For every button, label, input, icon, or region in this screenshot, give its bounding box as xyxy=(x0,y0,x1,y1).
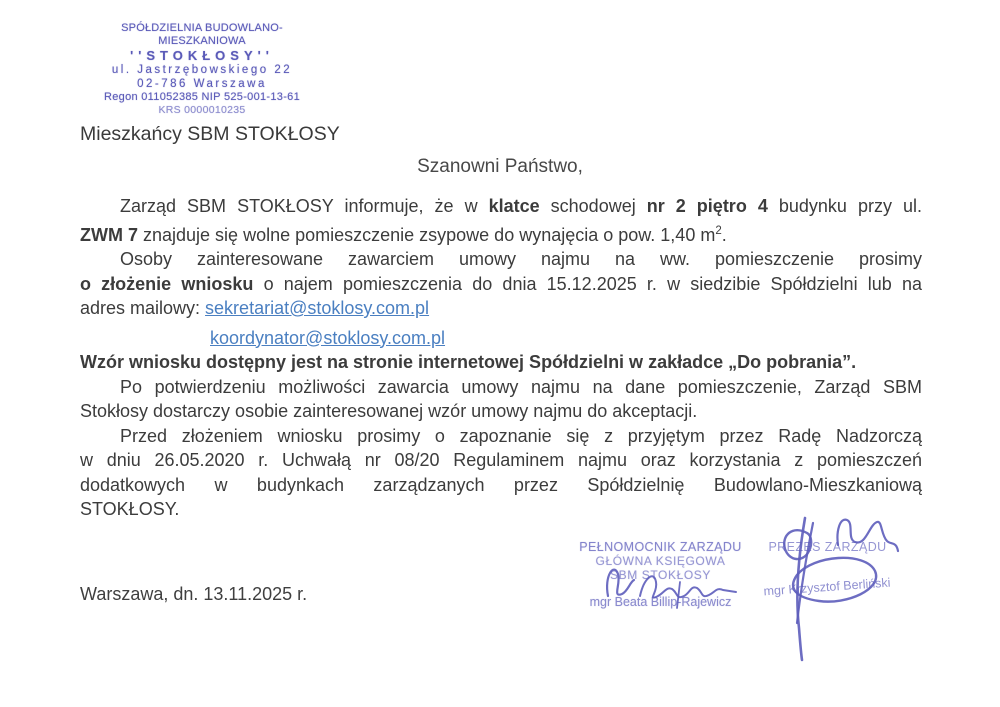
body-line xyxy=(80,473,922,498)
body-line xyxy=(80,326,922,351)
text-segment: o najem pomieszczenia do dnia 15.12.2025 r. w siedzibie Spółdzielni lub na xyxy=(253,273,922,294)
stamp-city: 02-786 Warszawa xyxy=(137,78,267,90)
body-line xyxy=(80,350,922,375)
text-segment: nr 2 piętro 4 xyxy=(646,196,768,216)
text-segment: o złożenie wniosku xyxy=(80,273,254,294)
email-link[interactable]: sekretariat@stoklosy.com.pl xyxy=(205,298,430,318)
body-line xyxy=(80,296,922,321)
text-segment: Stokłosy dostarczy osobie zainteresowanej wzór umowy najmu do akceptacji. xyxy=(80,401,698,421)
body-text xyxy=(80,194,922,522)
body-line xyxy=(80,399,922,424)
text-segment: klatce xyxy=(488,196,540,216)
body-line xyxy=(80,194,922,219)
text-segment: dodatkowych w budynkach zarządzanych przez Spółdzielnię Budowlano-Mieszkaniową xyxy=(80,474,922,495)
stamp-brand-name: ''STOKŁOSY'' xyxy=(130,48,274,63)
body-line xyxy=(80,497,922,522)
signer-right-name: mgr Krzysztof Berliński xyxy=(763,575,891,599)
stamp-regon-nip: Regon 011052385 NIP 525-001-13-61 xyxy=(103,91,301,103)
text-segment: Zarząd SBM STOKŁOSY informuje, że w xyxy=(120,196,489,216)
text-segment: STOKŁOSY. xyxy=(80,499,180,519)
body-line xyxy=(80,272,922,297)
email-link[interactable]: koordynator@stoklosy.com.pl xyxy=(210,327,446,348)
cooperative-stamp xyxy=(84,22,320,116)
body-line xyxy=(80,424,922,449)
stamp-street: ul. Jastrzębowskiego 22 xyxy=(111,64,293,76)
text-segment: 2 xyxy=(715,224,722,237)
body-line xyxy=(80,247,922,272)
text-segment: adres mailowy: xyxy=(80,298,206,318)
text-segment: w dniu 26.05.2020 r. Uchwałą nr 08/20 Regulaminem najmu oraz korzystania z pomieszczeń xyxy=(80,450,922,470)
text-segment: Wzór wniosku dostępny jest na stronie internetowej Spółdzielni w zakładce „Do pobrania”. xyxy=(80,352,857,372)
salutation: Szanowni Państwo, xyxy=(417,156,583,177)
recipient-line: Mieszkańcy SBM STOKŁOSY xyxy=(80,123,340,145)
signer-left-title-1: PEŁNOMOCNIK ZARZĄDU xyxy=(579,540,742,554)
signer-left-title-2: GŁÓWNA KSIĘGOWA xyxy=(595,554,726,568)
text-segment: Po potwierdzeniu możliwości zawarcia umowy najmu na dane pomieszczenie, Zarząd SBM xyxy=(120,376,922,397)
signer-right-title: PREZES ZARZĄDU xyxy=(768,540,887,554)
text-segment: budynku przy ul. xyxy=(767,196,922,216)
text-segment: Osoby zainteresowane zawarciem umowy najmu na ww. pomieszczenie prosimy xyxy=(120,249,922,269)
signer-left-title-3: SBM STOKŁOSY xyxy=(609,568,711,582)
text-segment: Przed złożeniem wniosku prosimy o zapoznanie się z przyjętym przez Radę Nadzorczą xyxy=(120,425,922,446)
signer-left-name: mgr Beata Billip-Rajewicz xyxy=(589,595,732,609)
body-line xyxy=(80,375,922,400)
body-line xyxy=(80,448,922,473)
text-segment: ZWM 7 xyxy=(80,224,138,245)
stamp-krs: KRS 0000010235 xyxy=(158,104,246,116)
date-line: Warszawa, dn. 13.11.2025 r. xyxy=(80,584,308,604)
text-segment: schodowej xyxy=(539,196,647,216)
signature-block-left xyxy=(558,540,763,609)
body-line xyxy=(80,219,922,248)
stamp-org-name: SPÓŁDZIELNIA BUDOWLANO-MIESZKANIOWA xyxy=(121,22,283,47)
text-segment: znajduje się wolne pomieszczenie zsypowe do wynajęcia o pow. 1,40 m xyxy=(138,224,716,245)
text-segment: . xyxy=(721,224,727,245)
